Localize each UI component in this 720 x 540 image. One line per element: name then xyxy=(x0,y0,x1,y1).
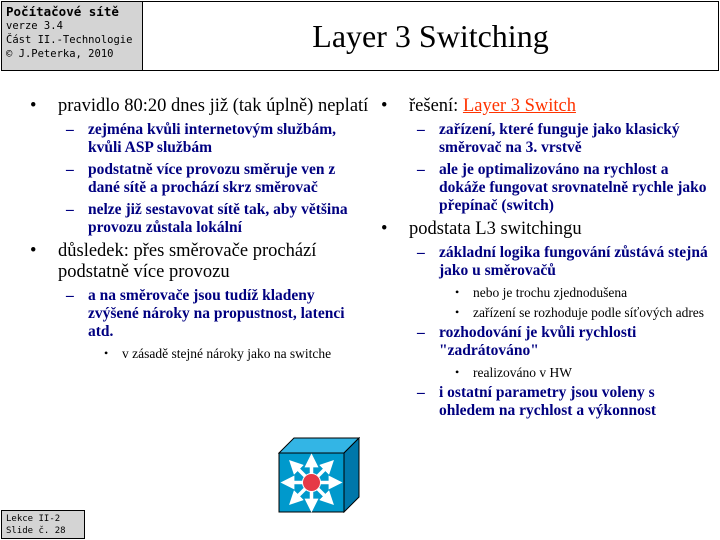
bullet-dash: – xyxy=(417,161,425,178)
bullet-dash: – xyxy=(417,384,425,401)
course-version: verze 3.4 xyxy=(6,20,63,32)
sub-sub-bullet-text: nebo je trochu zjednodušena xyxy=(473,285,628,300)
sub-bullet-item xyxy=(375,161,710,215)
bullet-small-dot: • xyxy=(455,365,460,379)
sub-sub-bullet-item xyxy=(24,345,369,362)
bullet-dash: – xyxy=(417,324,425,341)
sub-sub-bullet-item xyxy=(375,284,710,301)
layer3-switch-icon xyxy=(278,437,360,513)
slide-title: Layer 3 Switching xyxy=(312,17,549,54)
left-column xyxy=(24,96,369,365)
sub-bullet-item xyxy=(375,384,710,420)
sub-bullet-text: ale je optimalizováno na rychlost a dokáže fungovat srovnatelně rychle jako přepínač (switch) xyxy=(439,161,707,214)
layer3-switch-link[interactable]: Layer 3 Switch xyxy=(462,96,576,116)
sub-bullet-text: zařízení, které funguje jako klasický směrovač na 3. vrstvě xyxy=(439,121,680,156)
course-name: Počítačové sítě xyxy=(6,4,119,19)
bullet-item xyxy=(375,219,710,240)
sub-bullet-text: podstatně více provozu směruje ven z dané sítě a prochází skrz směrovač xyxy=(88,161,336,196)
sub-bullet-text: i ostatní parametry jsou voleny s ohledem na rychlost a výkonnost xyxy=(439,384,657,419)
sub-bullet-item xyxy=(24,161,369,197)
sub-sub-bullet-text: v zásadě stejné nároky jako na switche xyxy=(122,346,332,361)
sub-bullet-item xyxy=(24,287,369,341)
bullet-dot: • xyxy=(30,96,37,116)
sub-bullet-item xyxy=(375,324,710,360)
course-author: © J.Peterka, 2010 xyxy=(6,48,114,60)
bullet-small-dot: • xyxy=(455,305,460,319)
sub-sub-bullet-item xyxy=(375,304,710,321)
course-part: Část II.-Technologie xyxy=(6,34,133,46)
sub-bullet-text: a na směrovače jsou tudíž kladeny zvýšené nároky na propustnost, latenci atd. xyxy=(88,287,345,340)
bullet-text: důsledek: přes směrovače prochází podstatně více provozu xyxy=(58,241,317,282)
bullet-item xyxy=(24,241,369,283)
sub-sub-bullet-text: zařízení se rozhoduje podle síťových adres xyxy=(473,305,705,320)
sub-bullet-item xyxy=(24,121,369,157)
sub-bullet-item xyxy=(375,244,710,280)
bullet-dash: – xyxy=(66,161,74,178)
bullet-dash: – xyxy=(417,121,425,138)
slide-number: Slide č. 28 xyxy=(6,526,66,536)
sub-bullet-item xyxy=(24,201,369,237)
bullet-small-dot: • xyxy=(104,346,109,360)
course-info-box xyxy=(1,1,143,71)
bullet-text: pravidlo 80:20 dnes již (tak úplně) neplatí xyxy=(58,96,369,116)
bullet-dash: – xyxy=(66,287,74,304)
slide-title-bar xyxy=(143,1,719,71)
bullet-dot: • xyxy=(30,241,37,261)
bullet-item xyxy=(24,96,369,117)
sub-bullet-item xyxy=(375,121,710,157)
slide-info-box xyxy=(1,510,85,539)
sub-bullet-text: nelze již sestavovat sítě tak, aby většina provozu zůstala lokální xyxy=(88,201,348,236)
bullet-dot: • xyxy=(381,219,388,239)
sub-sub-bullet-text: realizováno v HW xyxy=(473,365,572,380)
sub-bullet-text: základní logika fungování zůstává stejná jako u směrovačů xyxy=(439,244,708,279)
bullet-text: podstata L3 switchingu xyxy=(409,219,582,239)
bullet-small-dot: • xyxy=(455,285,460,299)
sub-bullet-text: zejména kvůli internetovým službám, kvůli ASP službám xyxy=(88,121,336,156)
bullet-dash: – xyxy=(66,121,74,138)
bullet-dash: – xyxy=(66,201,74,218)
bullet-dash: – xyxy=(417,244,425,261)
bullet-item xyxy=(375,96,710,117)
sub-sub-bullet-item xyxy=(375,364,710,381)
lesson-number: Lekce II-2 xyxy=(6,514,61,524)
right-column xyxy=(375,96,710,424)
bullet-dot: • xyxy=(381,96,388,116)
bullet-text: řešení: xyxy=(409,96,463,116)
sub-bullet-text: rozhodování je kvůli rychlosti "zadrátováno" xyxy=(439,324,637,359)
